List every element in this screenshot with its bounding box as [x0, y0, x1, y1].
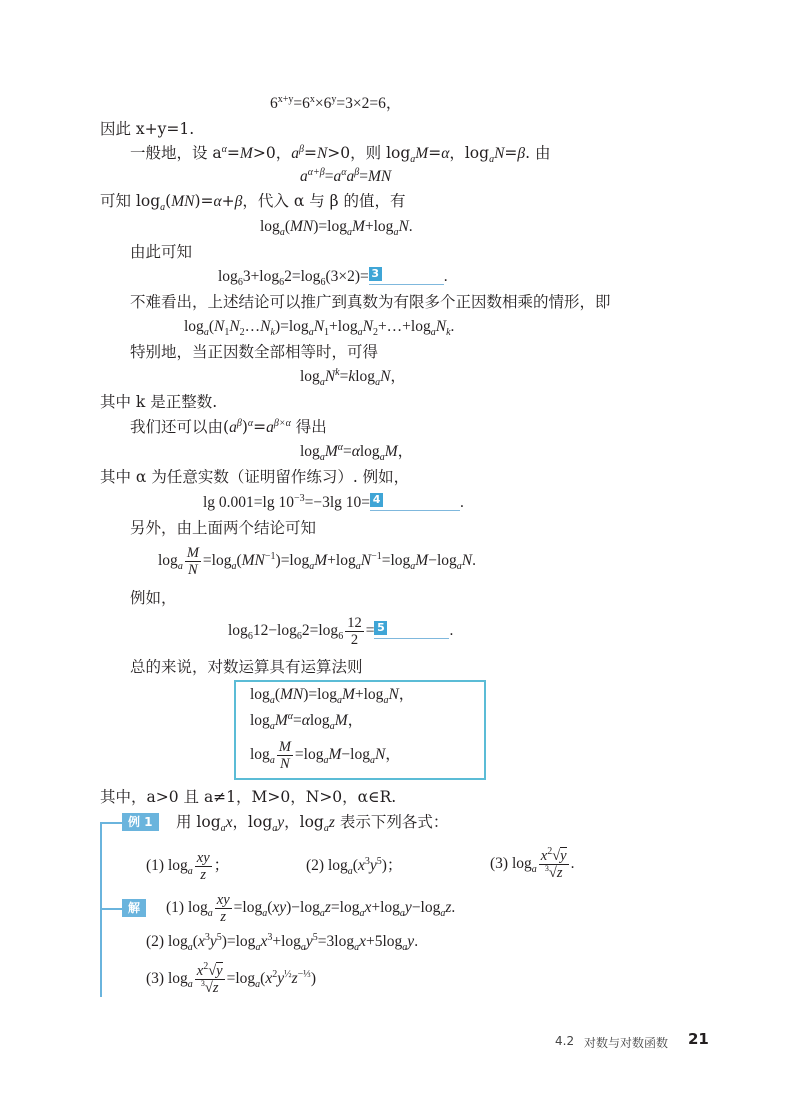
solution-part-2: (2) $\log_a(x^3y^5)=\log_ax^3+\log_ay^5=3\log_ax+5\log_ay$.: [146, 931, 419, 954]
solution-part-3: (3) $\log_a$ $\frac{x^2√y}{^3√z}$ $=\log_a(x^2y^{\frac{1}{2}}z^{-\frac{1}{3}})$: [146, 961, 316, 996]
example-part-1: (1) $\log_a$ $\frac{xy}{z}$ ；: [146, 849, 230, 883]
answer-blank-3[interactable]: 3: [369, 266, 444, 285]
example-tag: 例 1: [122, 813, 159, 831]
rule-product: $\log_a(MN)=\log_aM+\log_aN$，: [250, 686, 415, 707]
answer-blank-4[interactable]: 4: [370, 492, 460, 511]
equation-general-product: $\log_a(N_1N_2\dots N_k)=\log_aN_1+\log_aN_2+\dots+\log_aN_k$.: [184, 318, 455, 339]
rule-quotient: $\log_a$ $\frac{M}{N}$ $=\log_aM-\log_aN$，: [250, 738, 401, 772]
text-x-plus-y: 因此 x+y=1.: [100, 120, 195, 138]
example-bracket: [100, 822, 122, 824]
text-k-positive: 其中 k 是正整数.: [100, 393, 218, 411]
solution-tag: 解: [122, 899, 146, 917]
text-summary: 总的来说，对数运算具有运算法则: [130, 658, 363, 676]
page-number: 21: [688, 1030, 709, 1048]
footer-section-number: 4.2: [555, 1034, 575, 1048]
equation-a-alpha-beta: $a^{\alpha+\beta}=a^\alpha a^\beta=MN$: [300, 166, 392, 185]
text-furthermore: 另外，由上面两个结论可知: [130, 519, 317, 537]
text-special-case: 特别地，当正因数全部相等时，可得: [130, 343, 379, 361]
equation-6-power: $6^{x+y}=6^x\times 6^y=3\times 2=6$，: [270, 93, 402, 112]
text-thus: 由此可知: [130, 243, 193, 261]
equation-quotient-example: $\log_612-\log_62=\log_6$ $\frac{12}{2}$ = 5 .: [228, 614, 454, 648]
example-part-2: (2) $\log_a(x^3y^5)$；: [306, 855, 403, 878]
equation-quotient-rule: $\log_a$ $\frac{M}{N}$ $=\log_a(MN^{-1})=\log_aM+\log_aN^{-1}=\log_aM-\log_aN$.: [158, 544, 476, 578]
equation-power-k: $\log_aN^k=klog_aN$，: [300, 366, 406, 389]
rule-power: $\log_aM^\alpha=\alpha\log_aM$，: [250, 710, 364, 733]
example-part-3: (3) $\log_a$ $\frac{x^2√y}{^3√z}$ .: [490, 846, 575, 881]
text-product-rule: 可知 $\log_a(MN)=\alpha+\beta$，代入 α 与 β 的值，有: [100, 192, 406, 214]
text-conditions: 其中，a>0 且 a≠1，M>0，N>0，α∈R.: [100, 788, 397, 806]
equation-power-alpha: $\log_aM^\alpha=\alpha\log_aM$，: [300, 441, 414, 464]
equation-lg-example: lg 0.001=lg $10^{-3}=-3\lg$ 10= 4 .: [203, 492, 464, 511]
text-for-example: 例如，: [130, 589, 177, 607]
solution-part-1: (1) $\log_a$ $\frac{xy}{z}$ $=\log_a(xy)-\log_az=\log_ax+\log_ay-\log_az$.: [166, 891, 456, 925]
text-general-intro: 一般地，设 $a^\alpha=M>0$，$a^\beta=N>0$，则 $\log_aM=\alpha$，$\log_aN=\beta$. 由: [130, 143, 551, 166]
text-alpha-real: 其中 α 为任意实数（证明留作练习）. 例如，: [100, 468, 410, 486]
text-derive-power: 我们还可以由$(a^\beta)^\alpha=a^{\beta\times\alpha}$ 得出: [130, 417, 327, 436]
footer-chapter-title: 对数与对数函数: [584, 1036, 669, 1050]
example-question: 用 $\log_ax$，$\log_ay$，$\log_az$ 表示下列各式：: [176, 813, 449, 835]
equation-product-rule: $\log_a(MN)=\log_aM+\log_aN$.: [260, 218, 413, 239]
answer-blank-5[interactable]: 5: [374, 620, 449, 639]
solution-bracket: [100, 908, 122, 910]
text-generalize: 不难看出，上述结论可以推广到真数为有限多个正因数相乘的情形，即: [130, 293, 611, 311]
equation-log6-example: $\log_63+\log_62=\log_6(3\times 2)=$ 3 .: [218, 267, 448, 289]
